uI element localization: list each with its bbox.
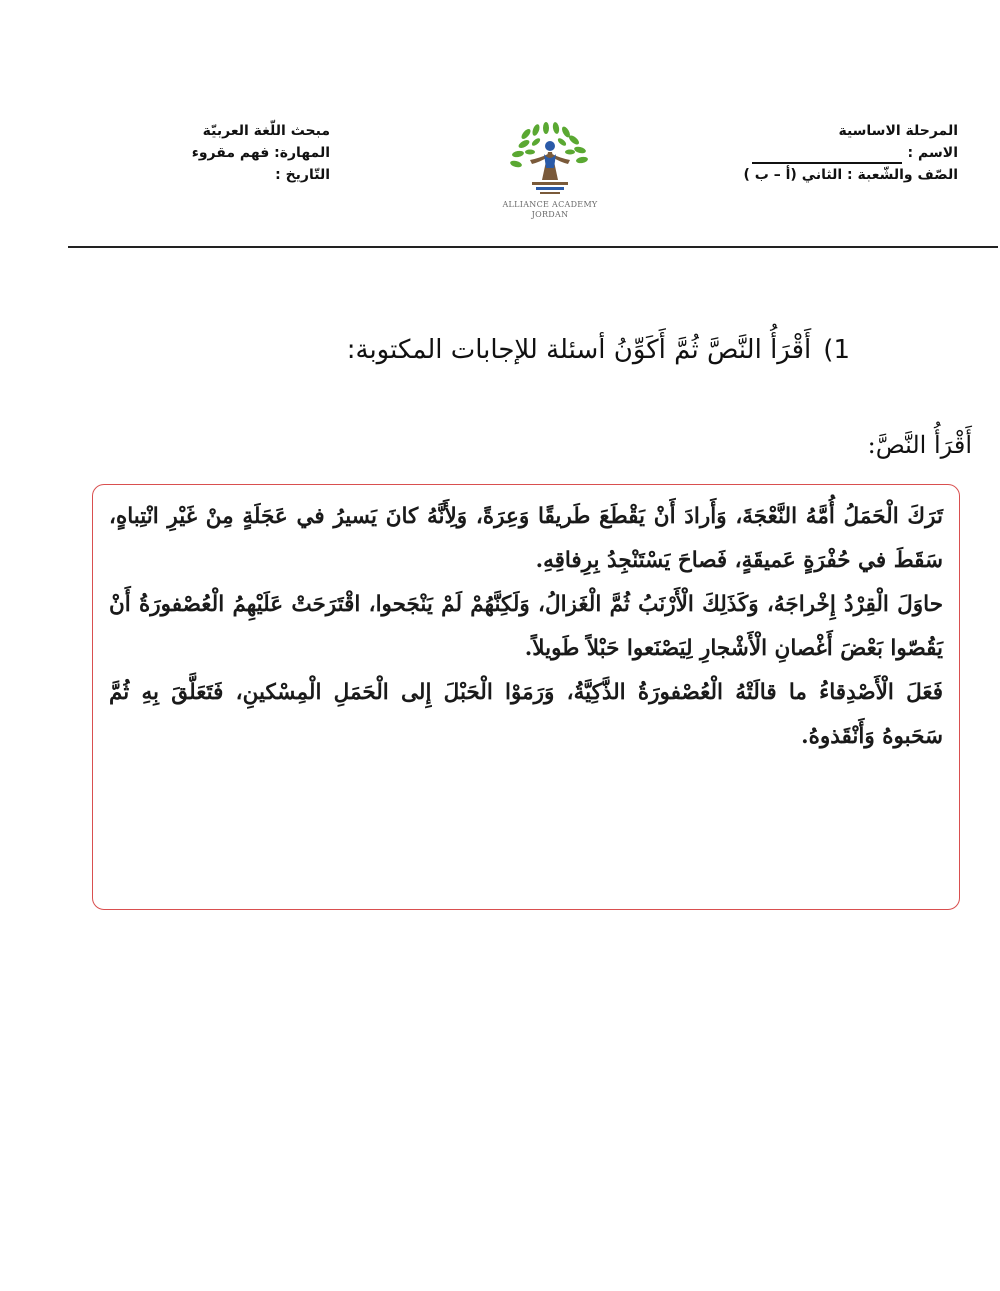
name-label: الاسم :	[907, 145, 958, 161]
header-divider	[68, 246, 998, 248]
subject-label: مبحث اللّغة العربيّة	[202, 123, 330, 139]
name-row	[688, 142, 958, 164]
logo-caption-line2: JORDAN	[531, 210, 569, 219]
passage-paragraph-2: حاوَلَ الْقِرْدُ إِخْراجَهُ، وَكَذَلِكَ الْأَرْنَبُ ثُمَّ الْغَزالُ، وَلَكِنَّهُمْ لَمْ يَنْجَحوا، اقْتَرَحَتْ عَلَيْهِمُ الْعُصْفورَةُ أَنْ يَقُصّوا بَعْضَ أَغْصانِ الْأَشْجارِ لِيَصْنَعوا حَبْلاً طَويلاً.	[109, 592, 943, 661]
logo-caption-line1: ALLIANCE ACADEMY	[502, 200, 598, 209]
logo-caption	[490, 200, 610, 220]
stage-label: المرحلة الاساسية	[838, 123, 958, 139]
passage-box	[92, 484, 960, 910]
name-blank-line[interactable]	[752, 148, 902, 164]
tree-logo-icon	[490, 122, 610, 202]
school-logo	[490, 122, 610, 232]
class-label: الصّف والشّعبة : الثاني (أ – ب )	[743, 167, 958, 183]
date-label: التّاريخ :	[275, 167, 330, 183]
passage-paragraph-3: فَعَلَ الْأَصْدِقاءُ ما قالَتْهُ الْعُصْفورَةُ الذَّكِيَّةُ، وَرَمَوْا الْحَبْلَ إِلى الْحَمَلِ الْمِسْكينِ، فَتَعَلَّقَ بِهِ ثُمَّ سَحَبوهُ وَأَنْقَذوهُ.	[109, 680, 943, 749]
question-number: 1)	[823, 335, 850, 365]
question-text: أَقْرَأُ النَّصَّ ثُمَّ أَكَوِّنُ أسئلة للإجابات المكتوبة:	[346, 335, 812, 365]
passage-heading: أَقْرَأُ النَّصَّ:	[867, 431, 972, 459]
question-1	[210, 330, 850, 370]
skill-label: المهارة: فهم مقروء	[191, 145, 330, 161]
passage-paragraph-1: تَرَكَ الْحَمَلُ أُمَّهُ النَّعْجَةَ، وَأَرادَ أَنْ يَقْطَعَ طَريقًا وَعِرَةً، وَلِأَنَّهُ كانَ يَسيرُ في عَجَلَةٍ مِنْ غَيْرِ انْتِباهٍ، سَقَطَ في حُفْرَةٍ عَميقَةٍ، فَصاحَ يَسْتَنْجِدُ بِرِفاقِهِ.	[109, 504, 943, 573]
header-student-info	[688, 120, 958, 186]
header-subject-info	[170, 120, 330, 186]
